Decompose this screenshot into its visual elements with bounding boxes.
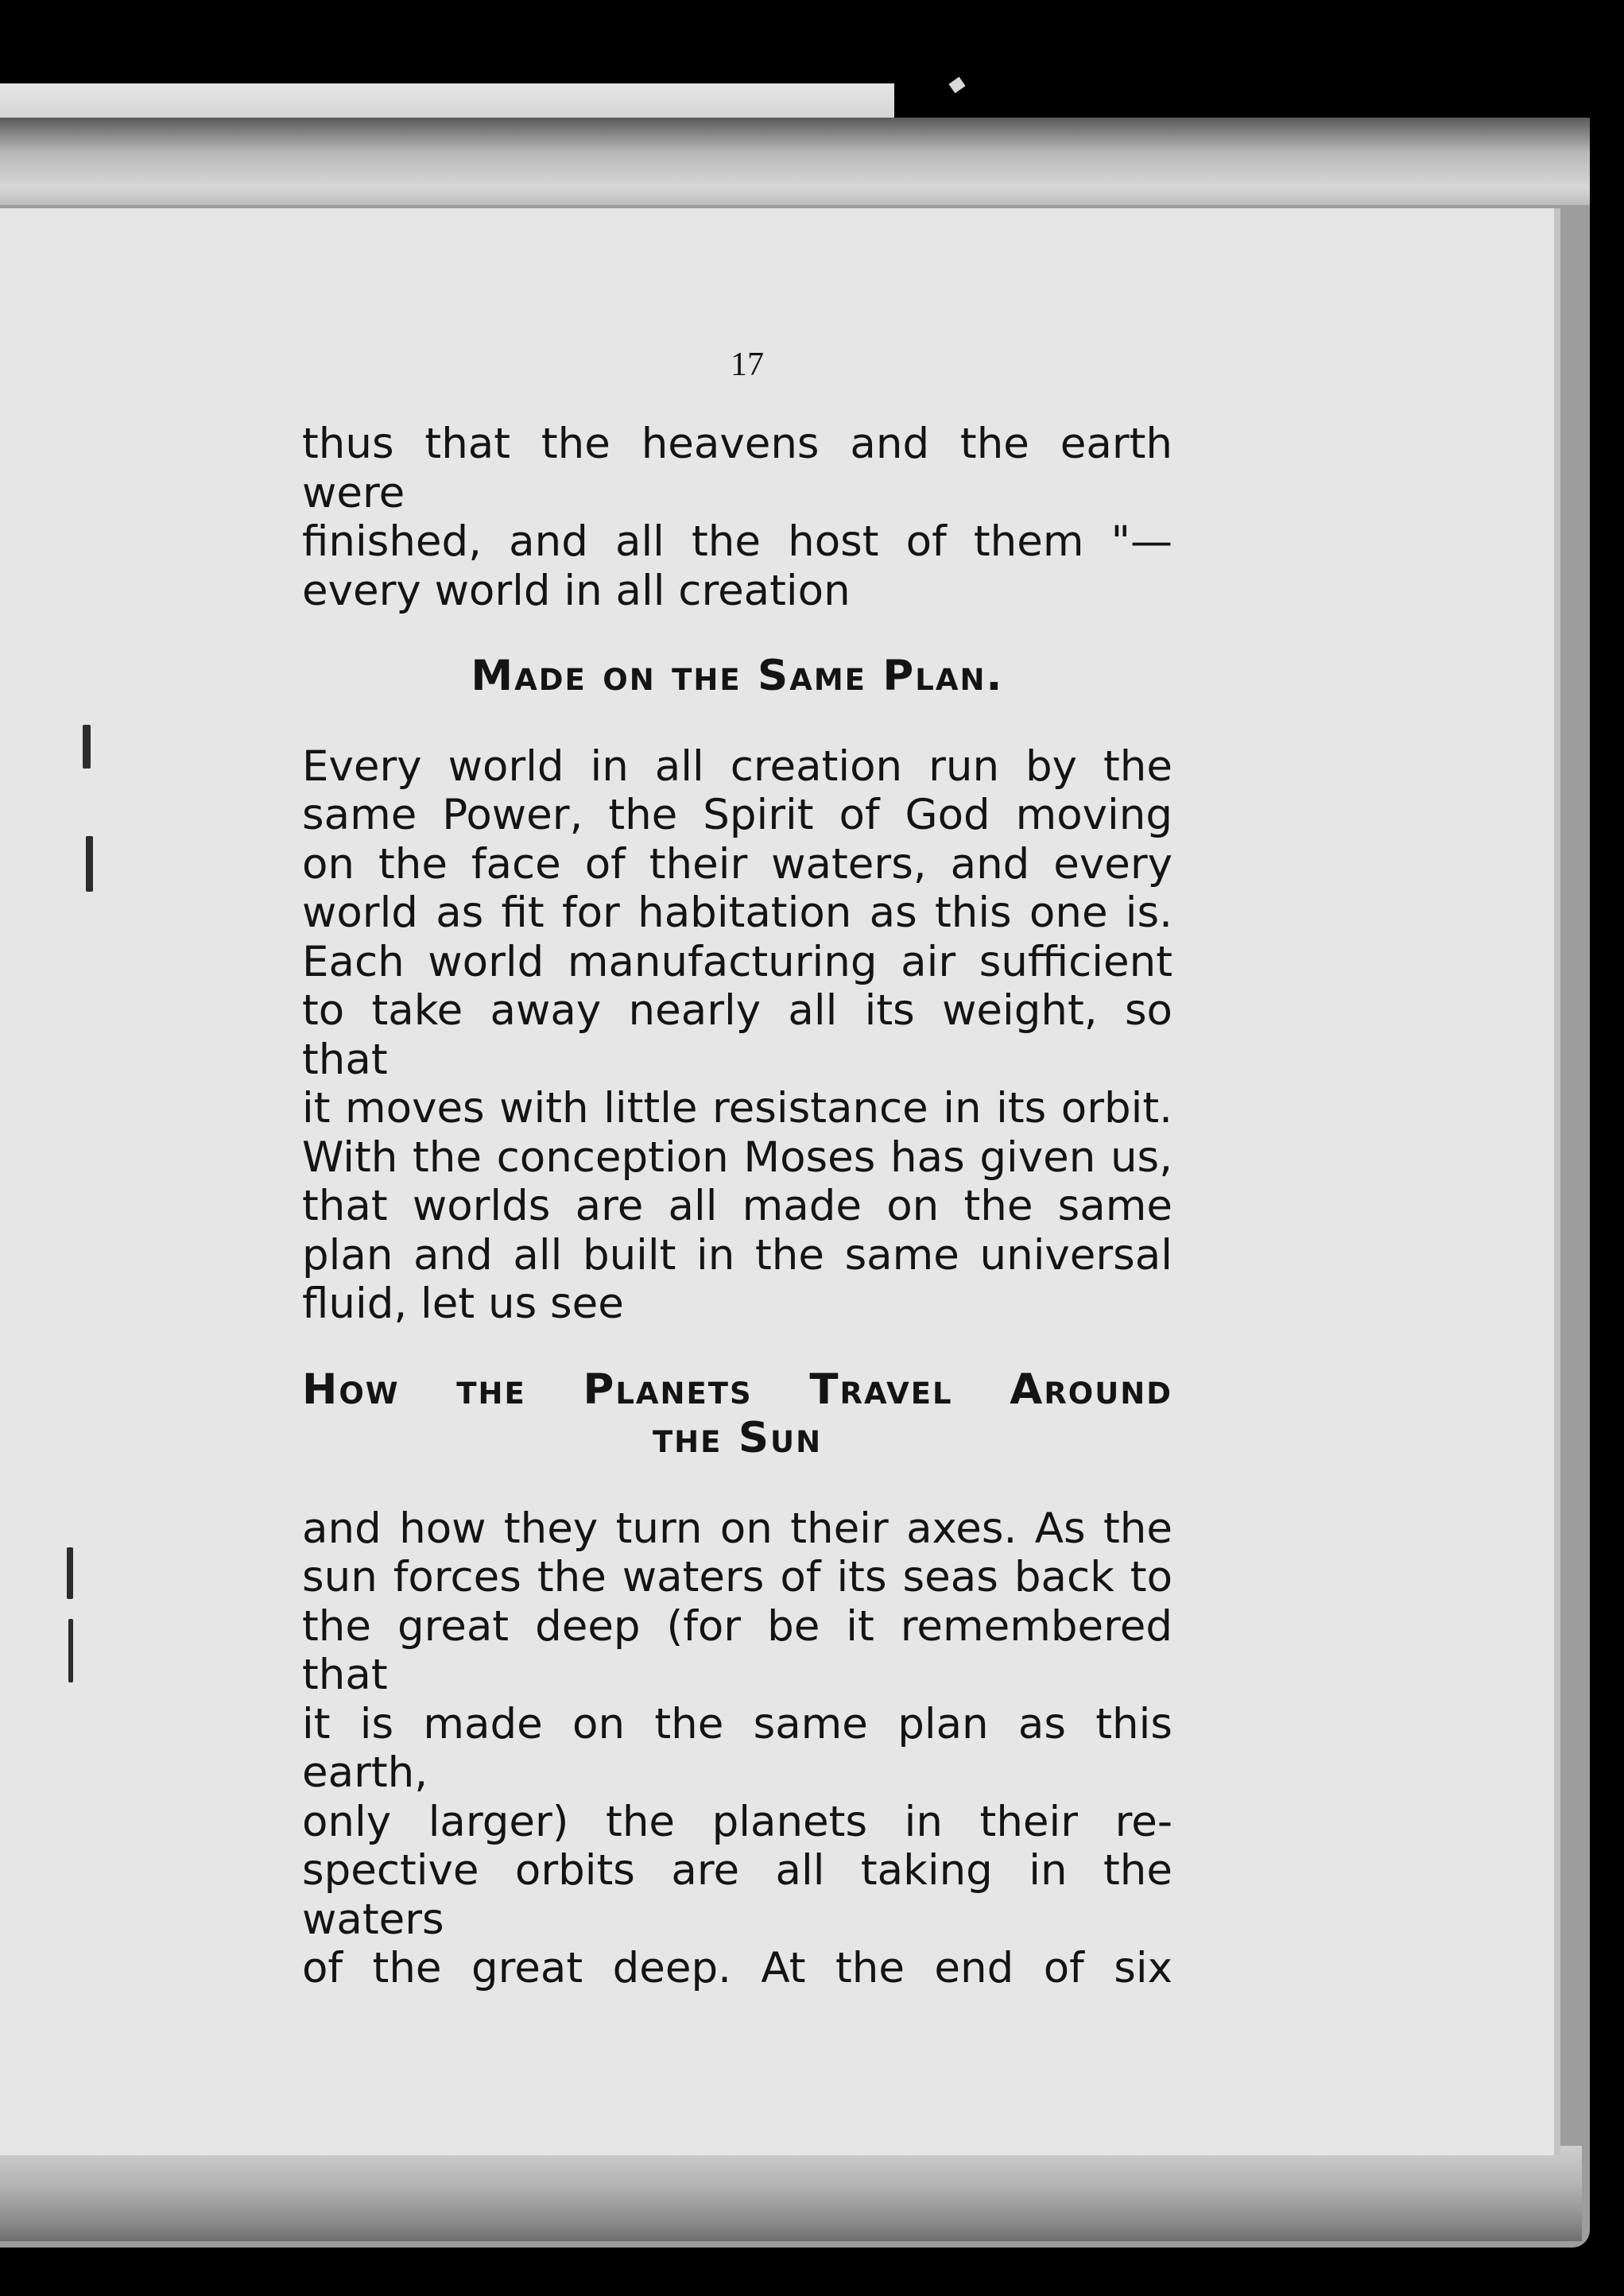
text-line: plan and all built in the same universal bbox=[302, 1230, 1172, 1280]
text-line: Every world in all creation run by the bbox=[302, 741, 1172, 791]
text-line: thus that the heavens and the earth were bbox=[302, 420, 1172, 517]
text-line: every world in all creation bbox=[302, 566, 851, 615]
text-line: it is made on the same plan as this earth, bbox=[302, 1699, 1172, 1797]
text-line: on the face of their waters, and every bbox=[302, 839, 1172, 889]
text-line: finished, and all the host of them "— bbox=[302, 517, 1172, 566]
heading-line: Made on the Same Plan. bbox=[471, 652, 1004, 700]
gutter-mark bbox=[68, 1619, 73, 1682]
page-text bbox=[302, 420, 1172, 1993]
text-line: same Power, the Spirit of God moving bbox=[302, 791, 1172, 839]
text-line: spective orbits are all taking in the waters bbox=[302, 1846, 1172, 1944]
text-line: to take away nearly all its weight, so that bbox=[302, 986, 1172, 1084]
book-bottom-edge bbox=[0, 2146, 1582, 2241]
gutter-mark bbox=[86, 836, 93, 892]
gutter-mark bbox=[83, 725, 91, 769]
scan-speck bbox=[948, 77, 965, 94]
text-line: and how they turn on their axes. As the bbox=[302, 1504, 1172, 1553]
text-line: it moves with little resistance in its orbit. bbox=[302, 1084, 1172, 1133]
book-top-edge bbox=[0, 118, 1590, 205]
text-line: only larger) the planets in their re- bbox=[302, 1797, 1172, 1846]
paragraph bbox=[302, 742, 1172, 1329]
text-line: sun forces the waters of its seas back to bbox=[302, 1553, 1172, 1601]
heading-line: How the Planets Travel Around bbox=[302, 1365, 1172, 1414]
paragraph bbox=[302, 1504, 1172, 1993]
text-line: of the great deep. At the end of six bbox=[302, 1944, 1172, 1992]
text-line: fluid, let us see bbox=[302, 1280, 624, 1328]
text-line: Each world manufacturing air sufficient bbox=[302, 937, 1172, 986]
text-line: With the conception Moses has given us, bbox=[302, 1133, 1172, 1182]
text-line: that worlds are all made on the same bbox=[302, 1182, 1172, 1230]
heading-line: the Sun bbox=[652, 1414, 823, 1462]
section-heading bbox=[302, 1365, 1172, 1463]
paragraph bbox=[302, 420, 1172, 615]
gutter-mark bbox=[67, 1547, 73, 1599]
page-number: 17 bbox=[731, 347, 764, 383]
section-heading bbox=[302, 652, 1172, 701]
text-line: the great deep (for be it remembered that bbox=[302, 1601, 1172, 1699]
text-line: world as fit for habitation as this one is. bbox=[302, 889, 1172, 937]
